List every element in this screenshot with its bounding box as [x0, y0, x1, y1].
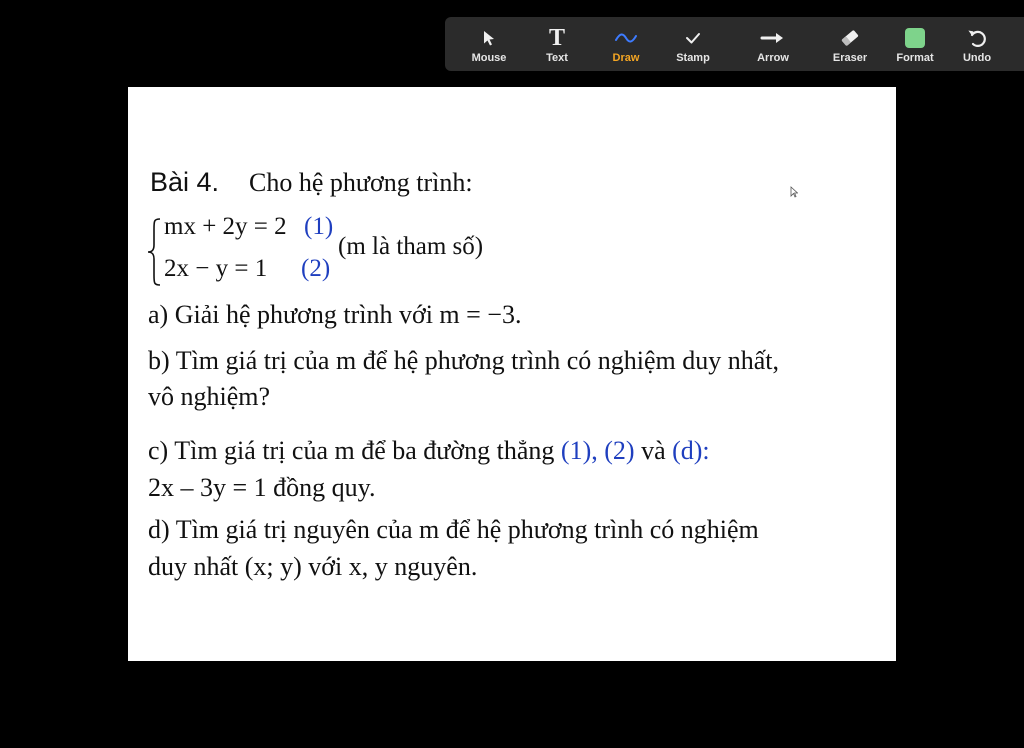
eraser-icon — [839, 26, 861, 50]
tool-draw[interactable] — [606, 17, 646, 71]
arrow-right-icon — [760, 26, 786, 50]
undo-icon — [966, 26, 988, 50]
tool-eraser[interactable] — [830, 17, 870, 71]
tool-arrow[interactable] — [753, 17, 793, 71]
mouse-cursor-icon — [790, 186, 798, 198]
part-c-line-2: 2x – 3y = 1 đồng quy. — [148, 473, 376, 502]
text-t-glyph: T — [548, 25, 565, 51]
part-c-line-1 — [148, 436, 710, 466]
annotation-toolbar — [445, 17, 1024, 71]
part-c-and: và — [641, 436, 666, 465]
tool-label: Draw — [612, 52, 640, 64]
text-t-icon — [549, 26, 565, 50]
tool-mouse[interactable] — [469, 17, 509, 71]
equation-2: 2x − y = 1 — [164, 255, 268, 282]
part-a: a) Giải hệ phương trình với m = −3. — [148, 300, 522, 329]
shared-slide — [128, 87, 896, 661]
system-brace — [146, 217, 162, 287]
tool-text[interactable] — [537, 17, 577, 71]
tool-label: Arrow — [757, 52, 789, 64]
part-b-line-1: b) Tìm giá trị của m để hệ phương trình có nghiệm duy nhất, — [148, 346, 780, 375]
tool-label: Format — [896, 52, 934, 64]
equation-1-tag: (1) — [304, 213, 334, 240]
part-c-text: c) Tìm giá trị của m để ba đường thẳng — [148, 436, 555, 465]
part-b-line-2: vô nghiệm? — [148, 382, 271, 411]
tool-label: Eraser — [832, 52, 868, 64]
equation-1: mx + 2y = 2 — [164, 213, 287, 240]
tool-label: Stamp — [676, 52, 710, 64]
tool-label: Text — [546, 52, 568, 64]
equation-2-tag: (2) — [301, 255, 331, 282]
tool-stamp[interactable] — [673, 17, 713, 71]
tool-undo[interactable] — [957, 17, 997, 71]
tool-label: Undo — [962, 52, 992, 64]
mouse-pointer-icon — [480, 26, 498, 50]
draw-wave-icon — [614, 26, 638, 50]
checkmark-stamp-icon — [684, 26, 702, 50]
part-d-line-2: duy nhất (x; y) với x, y nguyên. — [148, 552, 478, 581]
tool-format[interactable] — [893, 17, 937, 71]
color-swatch-icon — [905, 26, 925, 50]
parameter-note: (m là tham số) — [338, 233, 484, 260]
exercise-prompt: Cho hệ phương trình: — [249, 168, 473, 197]
exercise-number: Bài 4. — [150, 167, 220, 197]
tool-label: Mouse — [471, 52, 507, 64]
part-c-d-ref: (d): — [672, 436, 710, 465]
part-c-lines-ref: (1), (2) — [560, 436, 635, 465]
part-d-line-1: d) Tìm giá trị nguyên của m để hệ phương trình có nghiệm — [148, 515, 759, 544]
